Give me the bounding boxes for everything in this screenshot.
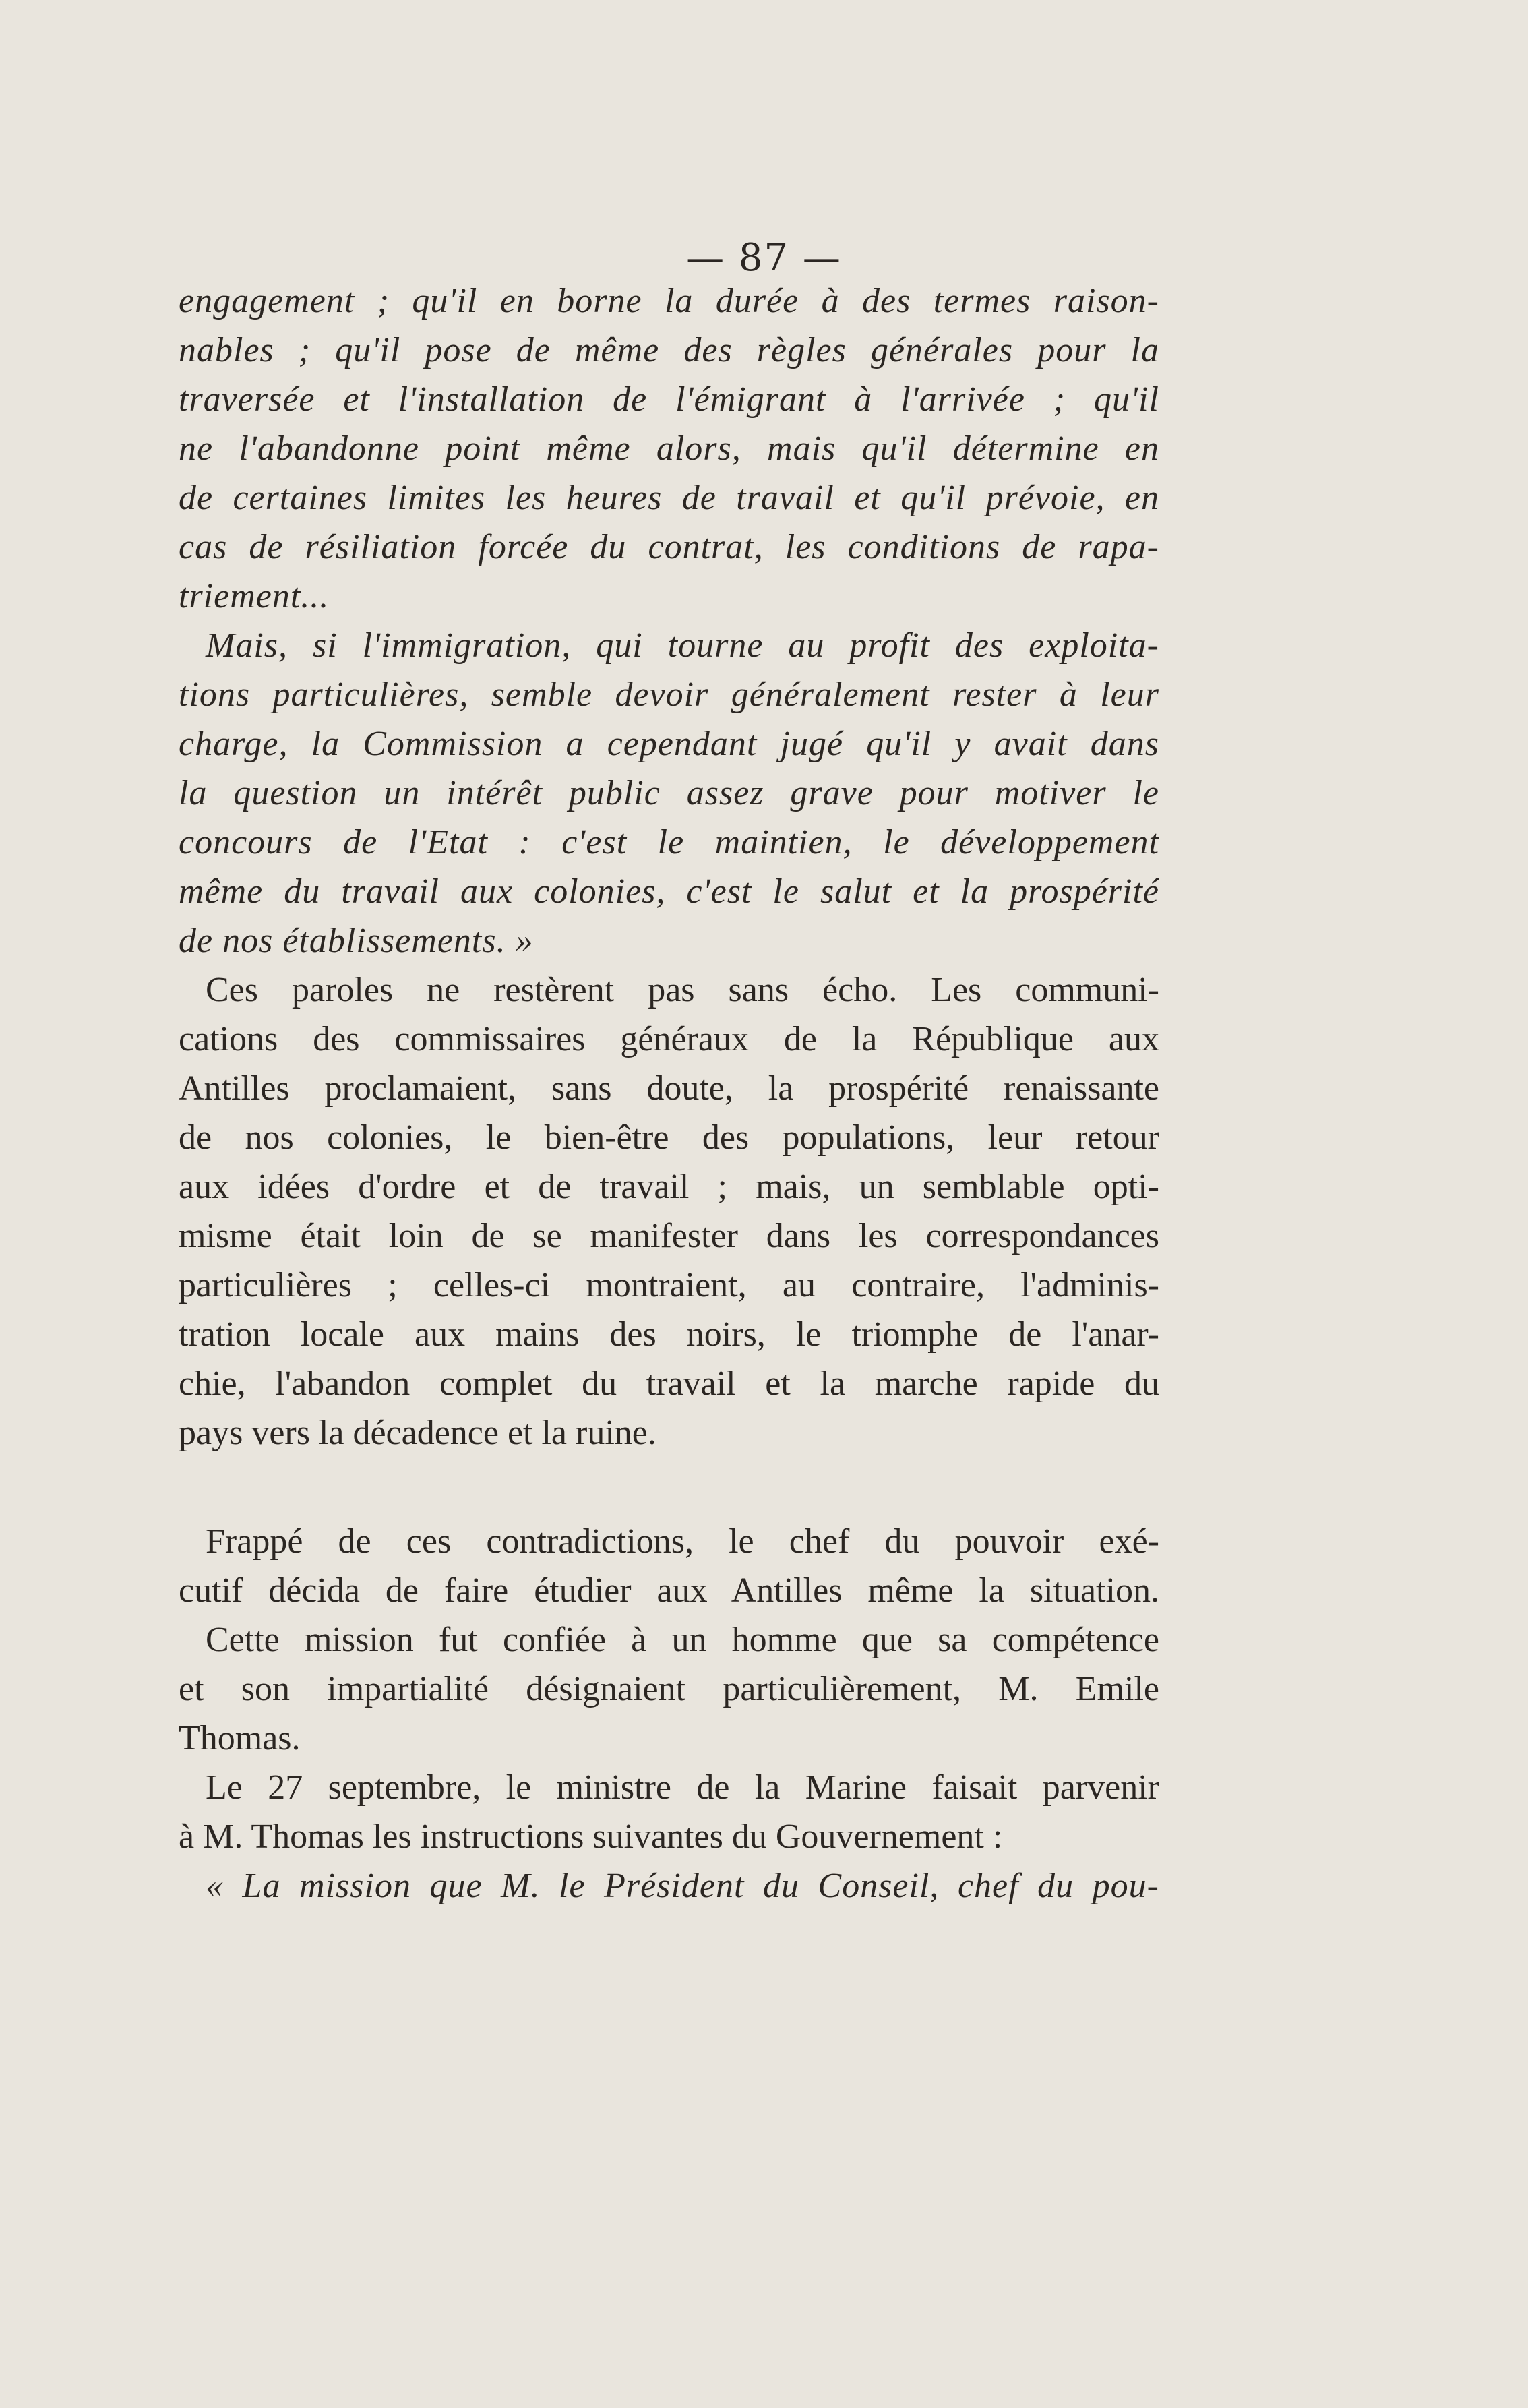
text-line: traversée et l'installation de l'émigrant à l'arrivée ; qu'il: [179, 380, 1159, 419]
text-line: chie, l'abandon complet du travail et la marche rapide du: [179, 1364, 1159, 1403]
text-line: Ces paroles ne restèrent pas sans écho. Les communi-: [206, 971, 1159, 1009]
text-line: nables ; qu'il pose de même des règles générales pour la: [179, 331, 1159, 369]
paragraph-instructions: [179, 1763, 1159, 1861]
text-line: cutif décida de faire étudier aux Antilles même la situation.: [179, 1571, 1159, 1610]
quote-paragraph-2: [179, 621, 1159, 965]
text-line: Thomas.: [179, 1719, 301, 1757]
text-line: concours de l'Etat : c'est le maintien, le développement: [179, 823, 1159, 862]
paragraph-gap: [179, 1457, 1159, 1517]
page-number: — 87 —: [686, 236, 842, 280]
text-line: ne l'abandonne point même alors, mais qu'il détermine en: [179, 429, 1159, 468]
text-line: et son impartialité désignaient particulièrement, M. Emile: [179, 1670, 1159, 1708]
text-line: Mais, si l'immigration, qui tourne au profit des exploita-: [206, 626, 1159, 665]
text-line: de nos colonies, le bien-être des populations, leur retour: [179, 1118, 1159, 1157]
paragraph-mission: [179, 1615, 1159, 1763]
text-line: de certaines limites les heures de travail et qu'il prévoie, en: [179, 479, 1159, 517]
text-line: Frappé de ces contradictions, le chef du pouvoir exé-: [206, 1522, 1159, 1561]
text-line: Antilles proclamaient, sans doute, la prospérité renaissante: [179, 1069, 1159, 1108]
text-line: cations des commissaires généraux de la République aux: [179, 1020, 1159, 1058]
text-line: charge, la Commission a cependant jugé qu'il y avait dans: [179, 725, 1159, 763]
text-line: Cette mission fut confiée à un homme que sa compétence: [206, 1621, 1159, 1659]
text-line: de nos établissements. »: [179, 922, 534, 960]
text-line: cas de résiliation forcée du contrat, les conditions de rapa-: [179, 528, 1159, 566]
text-line: engagement ; qu'il en borne la durée à des termes raison-: [179, 282, 1159, 320]
text-line: la question un intérêt public assez grave pour motiver le: [179, 774, 1159, 812]
text-line: misme était loin de se manifester dans les correspondances: [179, 1217, 1159, 1255]
text-line: à M. Thomas les instructions suivantes du Gouvernement :: [179, 1817, 1003, 1856]
text-line: tions particulières, semble devoir généralement rester à leur: [179, 675, 1159, 714]
text-line: même du travail aux colonies, c'est le salut et la prospérité: [179, 872, 1159, 911]
text-line: tration locale aux mains des noirs, le triomphe de l'anar-: [179, 1315, 1159, 1354]
text-line: pays vers la décadence et la ruine.: [179, 1414, 656, 1452]
text-line: triement...: [179, 577, 330, 615]
text-line: aux idées d'ordre et de travail ; mais, un semblable opti-: [179, 1168, 1159, 1206]
text-line: particulières ; celles-ci montraient, au contraire, l'adminis-: [179, 1266, 1159, 1304]
paragraph-quote-start: [179, 1861, 1159, 1910]
paragraph-contradictions: [179, 1517, 1159, 1615]
text-line: « La mission que M. le Président du Conseil, chef du pou-: [206, 1867, 1159, 1905]
paragraph-echo: [179, 965, 1159, 1457]
text-line: Le 27 septembre, le ministre de la Marine faisait parvenir: [206, 1768, 1159, 1807]
page-body: [179, 276, 1159, 1910]
quote-continued: [179, 276, 1159, 621]
